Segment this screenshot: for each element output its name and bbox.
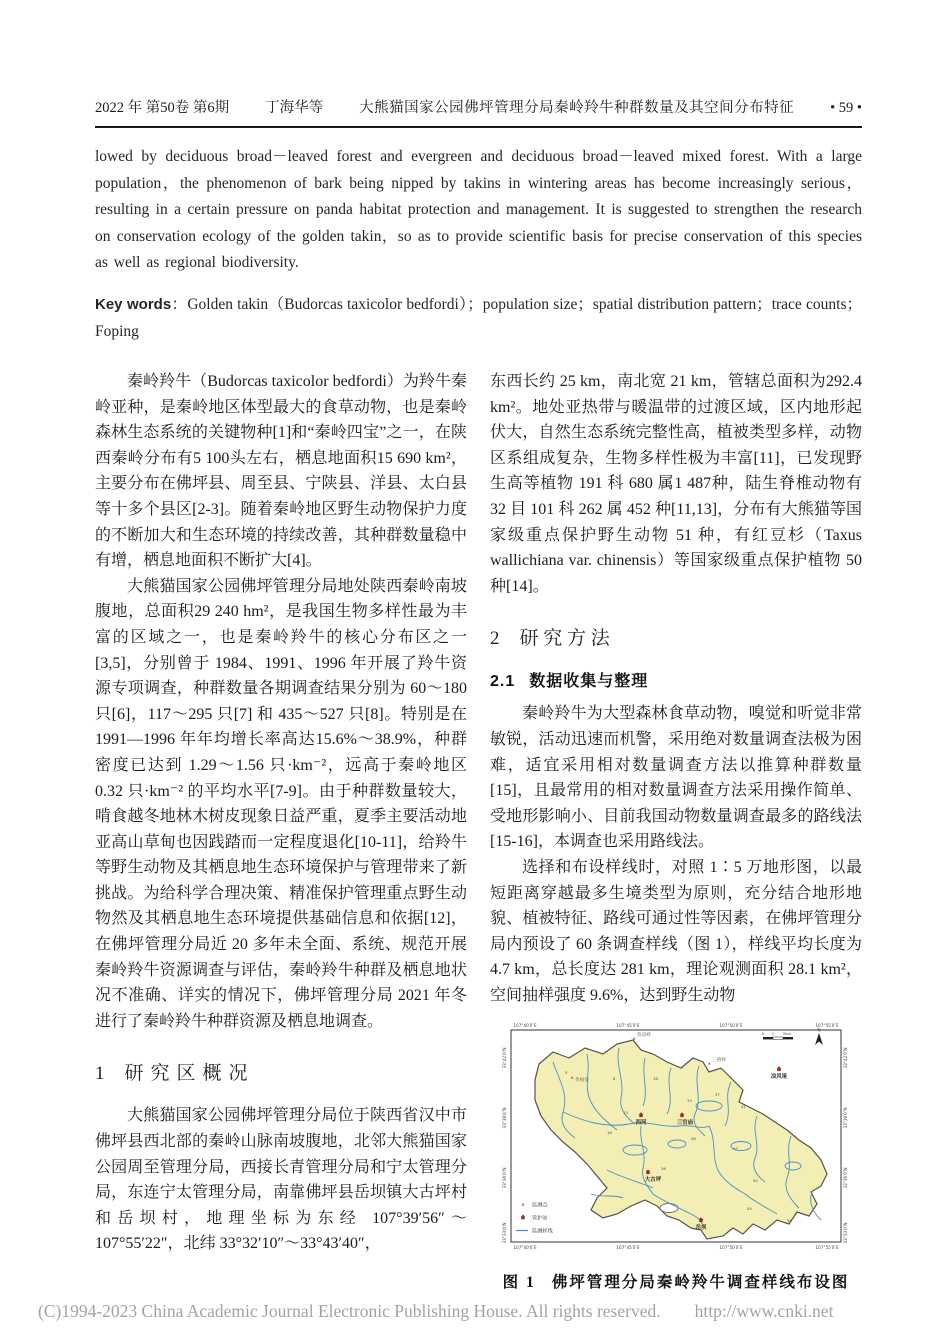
copyright-text: (C)1994-2023 China Academic Journal Electronic Publishing House. All rights reserved. [38,1301,661,1321]
svg-text:54: 54 [747,1206,752,1212]
figure-caption [490,1270,862,1292]
cnki-url: http://www.cnki.net [694,1301,834,1321]
point-icon-ludaofeng [633,1038,636,1040]
two-column-body [95,369,862,1292]
svg-text:2km: 2km [782,1031,792,1037]
running-title: 大熊猫国家公园佛坪管理分局秦岭羚牛种群数量及其空间分布特征 [359,100,795,116]
section-heading-1 [95,1058,467,1085]
abstract-english: lowed by deciduous broad－leaved forest and evergreen and deciduous broad－leaved mixed forest. With a large population，the phenomenon of bark being nipped by takins in wintering areas has become increasingly serious，resulting in a certain pressure on panda habitat protection and management. It is suggested to strengthen the research on conservation ecology of the golden takin，so as to provide scientific basis for precise conservation of this species as well as regional biodiversity. [95,148,862,271]
coord-label: 33°42′0″N [843,1047,848,1069]
keywords-text: Golden takin（Budorcas taxicolor bedfordi）；population size；spatial distribution pattern；trace counts；Foping [95,296,862,340]
figure-caption-text: 佛坪管理分局秦岭羚牛调查样线布设图 [551,1274,850,1292]
svg-text:50: 50 [753,1178,758,1184]
station-label-daguping: 大古坪 [644,1177,662,1184]
station-label-xihe: 西河 [635,1120,647,1127]
svg-text:26: 26 [661,1166,666,1172]
coord-label: 33°33′0″N [843,1222,848,1244]
svg-text:13: 13 [623,1110,628,1116]
coord-label: 33°39′0″N [843,1107,848,1129]
point-label-huangtongliang: 黄桶梁 [575,1078,589,1084]
coord-label: 33°33′0″N [502,1222,507,1244]
right-column [490,369,862,1292]
svg-text:0: 0 [761,1031,765,1037]
cnki-watermark [38,1301,833,1322]
station-label-yueba: 岳坝 [695,1225,707,1232]
coord-label: 107°40′0″E [513,1245,537,1251]
section-number: 1 [95,1063,105,1085]
issue-info: 2022 年 第50卷 第6期 [95,100,230,116]
point-label-ludaofeng: 鲁道峰 [637,1033,651,1039]
station-icon-liangfengya [777,1067,782,1072]
svg-text:18: 18 [607,1130,612,1136]
legend-item-station [521,1214,548,1222]
coord-label: 33°36′0″N [502,1167,507,1189]
map-legend [516,1201,554,1235]
body-paragraph: 东西长约 25 km，南北宽 21 km，管辖总面积为292.4 km²。地处亚热带与暖温带的过渡区域，区内地形起伏大，自然生态系统完整性高，植被类型多样，动物区系组成复杂，生物多样性极为丰富[11]，已发现野生高等植物 191 科 680 属1 487种，陆生脊椎动物有 32 目 101 科 262 属 452 种[11,13]，分布有大熊猫等国家级重点保护野生动物 51 种，有红豆杉（Taxus wallichiana var. chinensis）等国家级重点保护植物 50 种[14]。 [490,373,862,595]
svg-text:47: 47 [733,1146,738,1152]
header-rule [95,126,862,128]
svg-text:1: 1 [771,1031,775,1037]
keywords-line [95,292,862,345]
section-heading-2 [490,623,862,650]
body-paragraph: 大熊猫国家公园佛坪管理分局地处陕西秦岭南坡腹地，总面积29 240 hm²，是我国生物多样性最为丰富的区域之一，也是秦岭羚牛的核心分布区之一[3,5]，分别曾于 1984、1991、1996 年开展了羚牛资源专项调查，种群数量各期调查结果分别为 60～180 只[6]，117～295 只[7] 和 435～527 只[8]。特别是在 1991—1996 年年均增长率高达15.6%～38.9%，种群密度已达到 1.29～1.56 只·km⁻²，远高于秦岭地区 0.32 只·km⁻² 的平均水平[7-9]。由于种群数量较大，啃食越冬地林木树皮现象日益严重，夏季主要活动地亚高山草甸也因践踏而一定程度退化[10-11]，给羚牛等野生动物及其栖息地生态环境保护与管理带来了新挑战。为给科学合理决策、精准保护管理重点野生动物然及其栖息地生态环境提供基础信息和依据[12]，在佛坪管理分局近 20 多年未全面、系统、规范开展秦岭羚牛资源调查与评估，秦岭羚牛种群及栖息地状况不准确、详实的情况下，佛坪管理分局 2021 年冬进行了秦岭羚牛种群资源及栖息地调查。 [95,577,467,1030]
transect-map [495,1018,857,1258]
station-label-liangfengya: 凉风垭 [770,1074,788,1081]
coord-label: 33°39′0″N [502,1107,507,1129]
legend-label: 监测点 [532,1202,548,1209]
section-title: 研 究 方 法 [519,628,610,650]
running-head [95,96,862,117]
coord-label: 107°50′0″E [719,1023,743,1029]
svg-text:41: 41 [741,1104,746,1110]
svg-text:28: 28 [691,1136,696,1142]
coord-label: 33°36′0″N [843,1167,848,1189]
subsection-number: 2.1 [490,673,516,691]
coord-label: 107°50′0″E [719,1245,743,1251]
figure-caption-label: 图 1 [502,1274,536,1292]
body-paragraph: 选择和布设样线时，对照 1∶5 万地形图，以最短距离穿越最多生境类型为原则，充分结合地形地貌、植被特征、路线可通过性等因素，在佛坪管理分局内预设了 60 条调查样线（图 1），样线平均长度为 4.7 km，总长度达 281 km，理论观测面积 28.1 km²，空间抽样强度 9.6%，达到野生动物 [490,858,862,1004]
point-icon-santangfeng [708,1063,711,1065]
coord-label: 107°55′0″E [815,1245,839,1251]
svg-text:33: 33 [687,1098,692,1104]
legend-item-monitor-point [522,1201,549,1209]
svg-text:59: 59 [787,1218,792,1224]
coord-label: 107°55′0″E [815,1023,839,1029]
authors: 丁海华等 [265,100,324,116]
legend-label: 管护站 [532,1215,548,1222]
keywords-separator: ： [171,296,188,313]
section-number: 2 [490,628,500,650]
svg-text:8: 8 [613,1076,616,1082]
svg-text:5: 5 [565,1070,568,1076]
coord-label: 107°45′0″E [616,1023,640,1029]
svg-text:16: 16 [653,1076,658,1082]
station-label-sanguanmiao: 三官庙 [676,1120,694,1127]
page-number: • 59 • [830,100,862,116]
body-paragraph: 秦岭羚牛为大型森林食草动物，嗅觉和听觉非常敏锐，活动迅速而机警，采用绝对数量调查法极为困难，适宜采用相对数量调查方法以推算种群数量[15]，且最常用的相对数量调查方法采用操作简单、受地形影响小、目前我国动物数量调查最多的路线法[15-16]，本调查也采用路线法。 [490,705,862,851]
map-cutout [660,1204,678,1213]
coord-label: 33°42′0″N [502,1047,507,1069]
legend-label: 监测样线 [532,1228,553,1235]
figure-1 [490,1018,862,1292]
point-label-santangfeng: 三趟峰 [712,1058,726,1064]
section-title: 研究区概况 [124,1063,255,1085]
legend-item-transect-line [516,1227,554,1235]
body-paragraph: 秦岭羚牛（Budorcas taxicolor bedfordi）为羚牛秦岭亚种，是秦岭地区体型最大的食草动物，也是秦岭森林生态系统的关键物种[1]和“秦岭四宝”之一，在陕西秦岭分布有5 100头左右，栖息地面积15 690 km²，主要分布在佛坪县、周至县、宁陕县、洋县、太白县等十多个县区[2-3]。随着秦岭地区野生动物保护力度的不断加大和生态环境的持续改善，其种群数量稳中有增，栖息地面积不断扩大[4]。 [95,373,467,570]
subsection-title: 数据收集与整理 [529,673,649,691]
coord-label: 107°45′0″E [616,1245,640,1251]
body-paragraph: 大熊猫国家公园佛坪管理分局位于陕西省汉中市佛坪县西北部的秦岭山脉南坡腹地，北邻大熊猫国家公园周至管理分局，西接长青管理分局和宁太管理分局，东连宁太管理分局，南靠佛坪县岳坝镇大古坪村和岳坝村，地理坐标为东经 107°39′56″～107°55′22″，北纬 33°32′10″～33°43′40″， [95,1107,467,1253]
svg-text:N: N [817,1028,821,1034]
scale-bar [762,1031,793,1039]
svg-text:37: 37 [715,1092,720,1098]
coord-label: 107°40′0″E [513,1023,537,1029]
subsection-heading-2-1 [490,668,862,691]
keywords-label: Key words [95,296,172,313]
left-column [95,369,467,1292]
